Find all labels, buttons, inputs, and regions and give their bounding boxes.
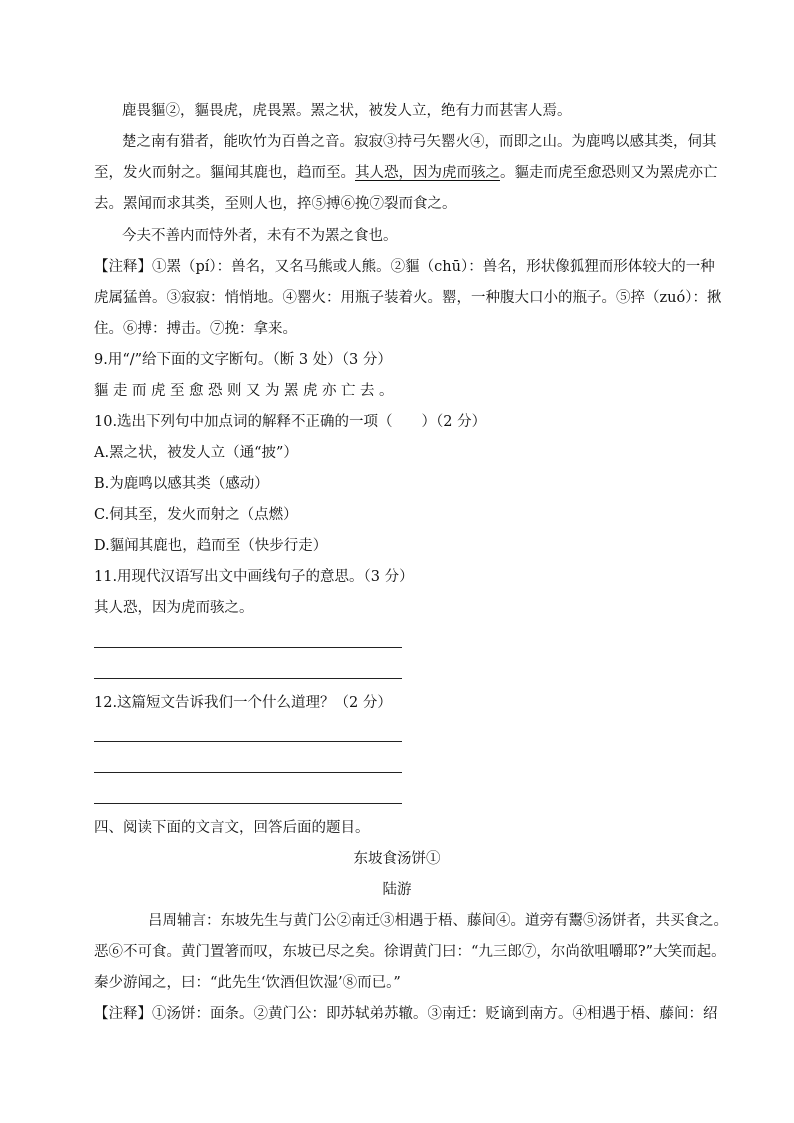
passage-paragraph-2-line-2 bbox=[94, 163, 718, 183]
answer-line[interactable] bbox=[94, 741, 402, 742]
question-12: 12.这篇短文告诉我们一个什么道理？（2 分） bbox=[94, 695, 392, 711]
section-4-line-1: 吕周辅言：东坡先生与黄门公②南迁③相遇于梧、藤间④。道旁有鬻⑤汤饼者，共买食之。 bbox=[148, 913, 728, 929]
passage-paragraph-2-line-3: 去。罴闻而求其类，至则人也，捽⑤搏⑥挽⑦裂而食之。 bbox=[94, 196, 457, 212]
question-11: 11.用现代汉语写出文中画线句子的意思。（3 分） bbox=[94, 569, 414, 585]
underlined-sentence: 其人恐，因为虎而骇之 bbox=[355, 165, 500, 181]
answer-line[interactable] bbox=[94, 678, 402, 679]
section-4-line-3: 秦少游闻之，曰：“此先生‘饮酒但饮湿’⑧而已。” bbox=[94, 975, 401, 991]
answer-line[interactable] bbox=[94, 647, 402, 648]
question-11-text: 其人恐，因为虎而骇之。 bbox=[94, 600, 254, 616]
passage-paragraph-2-line-1: 楚之南有猎者，能吹竹为百兽之音。寂寂③持弓矢罂火④，而即之山。为鹿鸣以感其类，伺其 bbox=[122, 134, 717, 150]
annotation-line-1: 【注释】①罴（pí）：兽名，又名马熊或人熊。②貙（chū）：兽名，形状像狐狸而形体较大的一种 bbox=[94, 259, 715, 275]
passage-paragraph-3: 今夫不善内而恃外者，未有不为罴之食也。 bbox=[122, 228, 398, 244]
section-4-heading: 四、阅读下面的文言文，回答后面的题目。 bbox=[94, 820, 370, 836]
question-10-option-a: A.罴之状，被发人立（通“披”） bbox=[94, 445, 298, 461]
passage-text: 至，发火而射之。貙闻其鹿也，趋而至。 bbox=[94, 165, 355, 181]
passage-paragraph-1: 鹿畏貙②，貙畏虎，虎畏罴。罴之状，被发人立，绝有力而甚害人焉。 bbox=[122, 103, 572, 119]
question-10-option-b: B.为鹿鸣以感其类（感动） bbox=[94, 476, 269, 492]
text-title: 东坡食汤饼① bbox=[353, 851, 441, 867]
question-10-option-d: D.貙闻其鹿也，趋而至（快步行走） bbox=[94, 538, 328, 554]
section-4-annotation: 【注释】①汤饼：面条。②黄门公：即苏轼弟苏辙。③南迁：贬谪到南方。④相遇于梧、藤间：绍 bbox=[94, 1006, 718, 1022]
annotation-line-3: 住。⑥搏：搏击。⑦挽：拿来。 bbox=[94, 321, 297, 337]
question-10: 10.选出下列句中加点词的解释不正确的一项（ ）（2 分） bbox=[94, 414, 487, 430]
passage-text: 。貙走而虎至愈恐则又为罴虎亦亡 bbox=[500, 165, 718, 181]
question-10-option-c: C.伺其至，发火而射之（点燃） bbox=[94, 507, 298, 523]
section-4-line-2: 恶⑥不可食。黄门置箸而叹，东坡已尽之矣。徐谓黄门曰：“九三郎⑦，尔尚欲咀嚼耶?”大笑而起。 bbox=[94, 944, 726, 960]
answer-line[interactable] bbox=[94, 772, 402, 773]
question-9-text: 貙走而虎至愈恐则又为罴虎亦亡去。 bbox=[94, 383, 398, 399]
answer-line[interactable] bbox=[94, 803, 402, 804]
question-9: 9.用“/”给下面的文字断句。（断 3 处）（3 分） bbox=[94, 352, 392, 368]
annotation-line-2: 虎属猛兽。③寂寂：悄悄地。④罂火：用瓶子装着火。罂，一种腹大口小的瓶子。⑤捽（zuó）：揪 bbox=[94, 290, 722, 306]
text-author: 陆游 bbox=[382, 882, 412, 898]
